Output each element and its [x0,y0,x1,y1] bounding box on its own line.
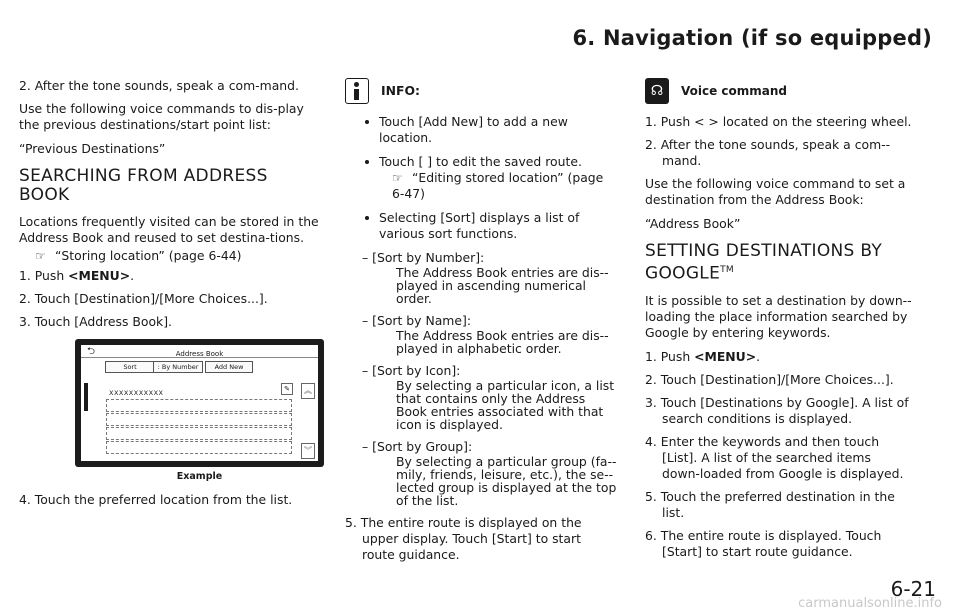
column-right [645,78,917,567]
sort-by-name-item: – [Sort by Name]: The Address Book entries are dis-played in alphabetic order. [362,313,609,356]
info-icon [345,78,369,104]
list-item[interactable] [106,441,292,454]
voice-step-2: 2. After the tone sounds, speak a com-mand. [645,137,891,168]
reference-icon: ☞ [35,249,46,263]
voice-step-1: 1. Push < > located on the steering wheel. [645,114,912,129]
scroll-down-icon[interactable]: ︾ [301,443,315,459]
sort-by-icon-item: – [Sort by Icon]: By selecting a particular icon, a list that contains only the Address Book entries associated with that icon is displayed. [362,363,615,432]
screen-title: Address Book [175,350,224,358]
list-item[interactable] [106,427,292,440]
info-bullet-edit: Touch [ ] to edit the saved route. ☞ “Editing stored location” (page 6-47) [345,154,617,202]
voice-command-icon: ☊ [645,78,669,104]
page-header-title: 6. Navigation (if so equipped) [572,26,932,50]
step-5-route-displayed: 5. The entire route is displayed on the upper display. Touch [Start] to start route guidance. [345,515,582,562]
address-book-intro: Locations frequently visited can be stored in the Address Book and reused to set destina-tions. [19,214,319,245]
example-screen [75,339,324,467]
page-number: 6-21 [890,577,936,601]
step-2-touch-destination: 2. Touch [Destination]/[More Choices...]. [19,291,268,306]
info-heading: INFO: [345,78,617,104]
voice-command-previous: “Previous Destinations” [19,141,166,156]
reference-storing-location[interactable] [19,248,322,264]
column-middle [345,78,617,570]
scroll-up-icon[interactable]: ︽ [301,383,315,399]
google-step-4: 4. Enter the keywords and then touch [List]. A list of the searched items down-loaded from Google is displayed. [645,433,904,481]
voice-command-address-book: “Address Book” [645,216,741,231]
voice-command-intro: Use the following voice command to set a destination from the Address Book: [645,176,906,207]
reference-icon: ☞ [392,171,403,185]
entry-name[interactable]: XXXXXXXXXXX [109,389,164,397]
google-step-6: 6. The entire route is displayed. Touch [Start] to start route guidance. [645,527,882,559]
sort-button[interactable]: Sort [105,361,155,373]
reference-editing-location[interactable]: ☞ “Editing stored location” (page 6-47) [392,170,604,201]
google-step-2: 2. Touch [Destination]/[More Choices...]. [645,371,894,387]
step-1-push-menu: 1. Push <MENU>. [19,268,135,283]
figure-caption: Example [176,471,223,482]
step-2-speak: 2. After the tone sounds, speak a com-mand. [19,78,299,93]
list-item[interactable] [106,399,292,412]
list-indicator [84,383,88,411]
google-intro: It is possible to set a destination by down-loading the place information searched by Google by entering keywords. [645,292,912,340]
watermark: carmanualsonline.info [798,596,942,611]
voice-commands-intro: Use the following voice commands to dis-play the previous destinations/start point list: [19,101,304,132]
back-arrow-icon[interactable]: ⮌ [87,346,96,357]
info-bullet-sort: Selecting [Sort] displays a list of various sort functions. [345,210,617,242]
list-item[interactable] [106,413,292,426]
step-3-touch-address-book: 3. Touch [Address Book]. [19,314,172,329]
voice-command-heading: ☊ Voice command [645,78,917,104]
google-step-3: 3. Touch [Destinations by Google]. A list of search conditions is displayed. [645,394,909,426]
section-title-google: SETTING DESTINATIONS BY GOOGLE™ [645,241,883,284]
column-left [19,78,322,515]
google-step-1: 1. Push <MENU>. [645,348,761,364]
reference-text: “Storing location” (page 6-44) [55,248,242,263]
sort-by-group-item: – [Sort by Group]: By selecting a particular group (fa-mily, friends, leisure, etc.), the se-lected group is displayed at the top of the list. [362,439,617,508]
section-title-address-book: SEARCHING FROM ADDRESS BOOK [19,166,268,205]
step-4-touch-location: 4. Touch the preferred location from the list. [19,492,293,507]
info-bullet-add-new: Touch [Add New] to add a new location. [345,114,617,146]
add-new-button[interactable]: Add New [205,361,253,373]
sort-by-number-item: – [Sort by Number]: The Address Book entries are dis-played in ascending numerical order. [362,250,609,306]
google-step-5: 5. Touch the preferred destination in the list. [645,488,895,520]
edit-icon[interactable]: ✎ [281,383,293,395]
sort-by-number-label: : By Number [153,361,203,373]
